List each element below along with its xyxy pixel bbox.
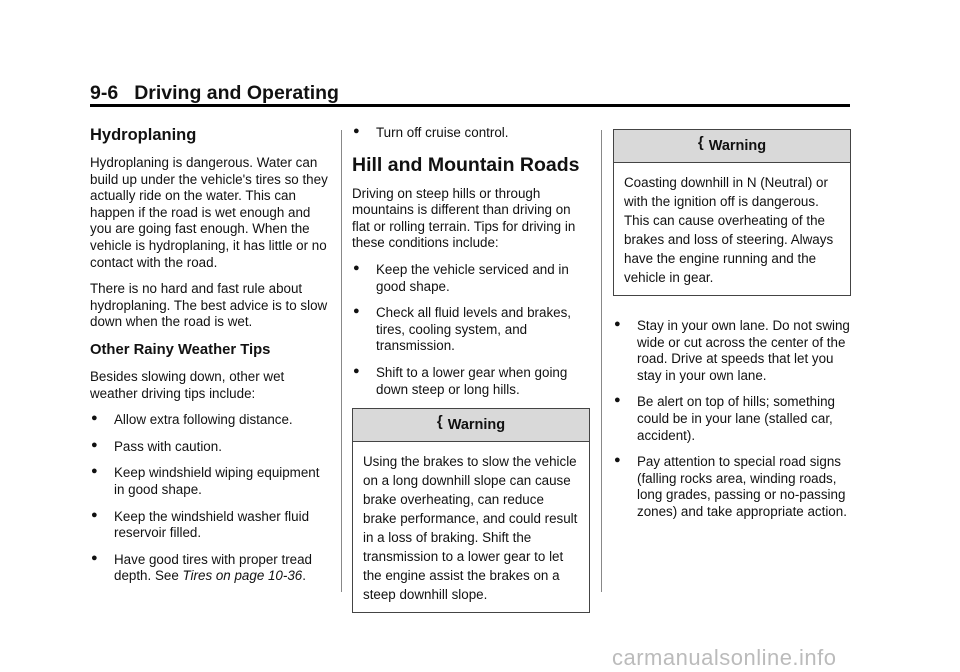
road-tips-list: [613, 318, 851, 521]
page-number: 9-6: [90, 82, 119, 104]
warning-text: Coasting downhill in N (Neutral) or with the ignition off is dangerous. This can cause overheating of the brakes and loss of steering. Always have the engine running and the vehicle in gear.: [624, 175, 834, 285]
hill-mountain-intro: Driving on steep hills or through mountains is different than driving on flat or rolling terrain. Tips for driving in these conditions include:: [352, 185, 576, 251]
bullet-icon: ●: [614, 454, 621, 467]
bullet-icon: ●: [91, 438, 98, 451]
rainy-tips-list: [90, 412, 328, 585]
bullet-icon: ●: [91, 508, 98, 521]
list-item: ● Keep the vehicle serviced and in good shape.: [353, 261, 569, 294]
bullet-icon: ●: [353, 364, 360, 377]
warning-icon: {: [436, 412, 443, 430]
column-middle: [352, 125, 590, 635]
column-left: [90, 125, 328, 595]
list-item: ● Have good tires with proper tread depth. See Tires on page 10-36.: [91, 551, 312, 584]
list-item: ● Keep windshield wiping equipment in good shape.: [91, 465, 320, 497]
cruise-list: [352, 125, 590, 142]
bullet-icon: ●: [353, 125, 360, 137]
warning-header: [353, 409, 589, 442]
hill-tips-list: [352, 262, 590, 398]
column-right: [613, 125, 851, 531]
list-item: ● Pay attention to special road signs (falling rocks area, winding roads, long grades, passing or no-passing zones) and take appropriate action.: [614, 454, 847, 519]
hydroplaning-paragraph-2: There is no hard and fast rule about hydroplaning. The best advice is to slow down when the road is wet.: [90, 281, 328, 330]
list-item: ● Shift to a lower gear when going down steep or long hills.: [353, 364, 568, 397]
column-divider: [341, 130, 342, 592]
list-item: ● Be alert on top of hills; something could be in your lane (stalled car, accident).: [614, 394, 835, 443]
list-item: ● Stay in your own lane. Do not swing wide or cut across the center of the road. Drive at speeds that let you stay in your own lane.: [614, 318, 850, 383]
rainy-tips-intro: Besides slowing down, other wet weather driving tips include:: [90, 368, 285, 401]
warning-header: [614, 130, 850, 163]
rainy-tips-heading: Other Rainy Weather Tips: [90, 341, 271, 358]
list-item: ● Allow extra following distance.: [91, 412, 293, 428]
warning-title: Warning: [447, 416, 506, 433]
bullet-icon: ●: [91, 465, 98, 478]
bullet-icon: ●: [91, 551, 98, 564]
header-rule: [90, 104, 850, 107]
bullet-icon: ●: [614, 394, 621, 407]
list-item: ● Pass with caution.: [91, 438, 222, 454]
hill-mountain-heading: Hill and Mountain Roads: [352, 153, 580, 176]
bullet-icon: ●: [353, 261, 360, 274]
coasting-warning-box: [613, 129, 851, 296]
warning-title: Warning: [708, 137, 767, 154]
brakes-warning-box: [352, 408, 590, 613]
column-divider: [601, 130, 602, 592]
warning-icon: {: [697, 133, 704, 151]
warning-text: Using the brakes to slow the vehicle on a long downhill slope can cause brake overheating, can reduce brake performance, and could result in a loss of braking. Shift the transmission to a lower gear to let the engine assist the brakes on a steep downhill slope.: [363, 454, 578, 603]
tires-page-link[interactable]: Tires on page 10-36: [182, 568, 303, 584]
bullet-icon: ●: [614, 318, 621, 330]
list-item: ● Keep the windshield washer fluid reservoir filled.: [91, 508, 310, 541]
list-item: ● Check all fluid levels and brakes, tires, cooling system, and transmission.: [353, 305, 572, 354]
hydroplaning-paragraph-1: Hydroplaning is dangerous. Water can build up under the vehicle's tires so they actually ride on the water. This can happen if the road is wet enough and you are going fast enough. When the vehicle is hydroplaning, it has little or no contact with the road.: [90, 155, 328, 270]
bullet-icon: ●: [91, 412, 98, 425]
list-item: ● Turn off cruise control.: [353, 125, 509, 140]
bullet-icon: ●: [353, 305, 360, 318]
page-header: [90, 81, 850, 105]
section-title: Driving and Operating: [134, 82, 339, 104]
watermark: carmanualsonline.info: [612, 645, 837, 670]
hydroplaning-heading: Hydroplaning: [90, 126, 197, 144]
